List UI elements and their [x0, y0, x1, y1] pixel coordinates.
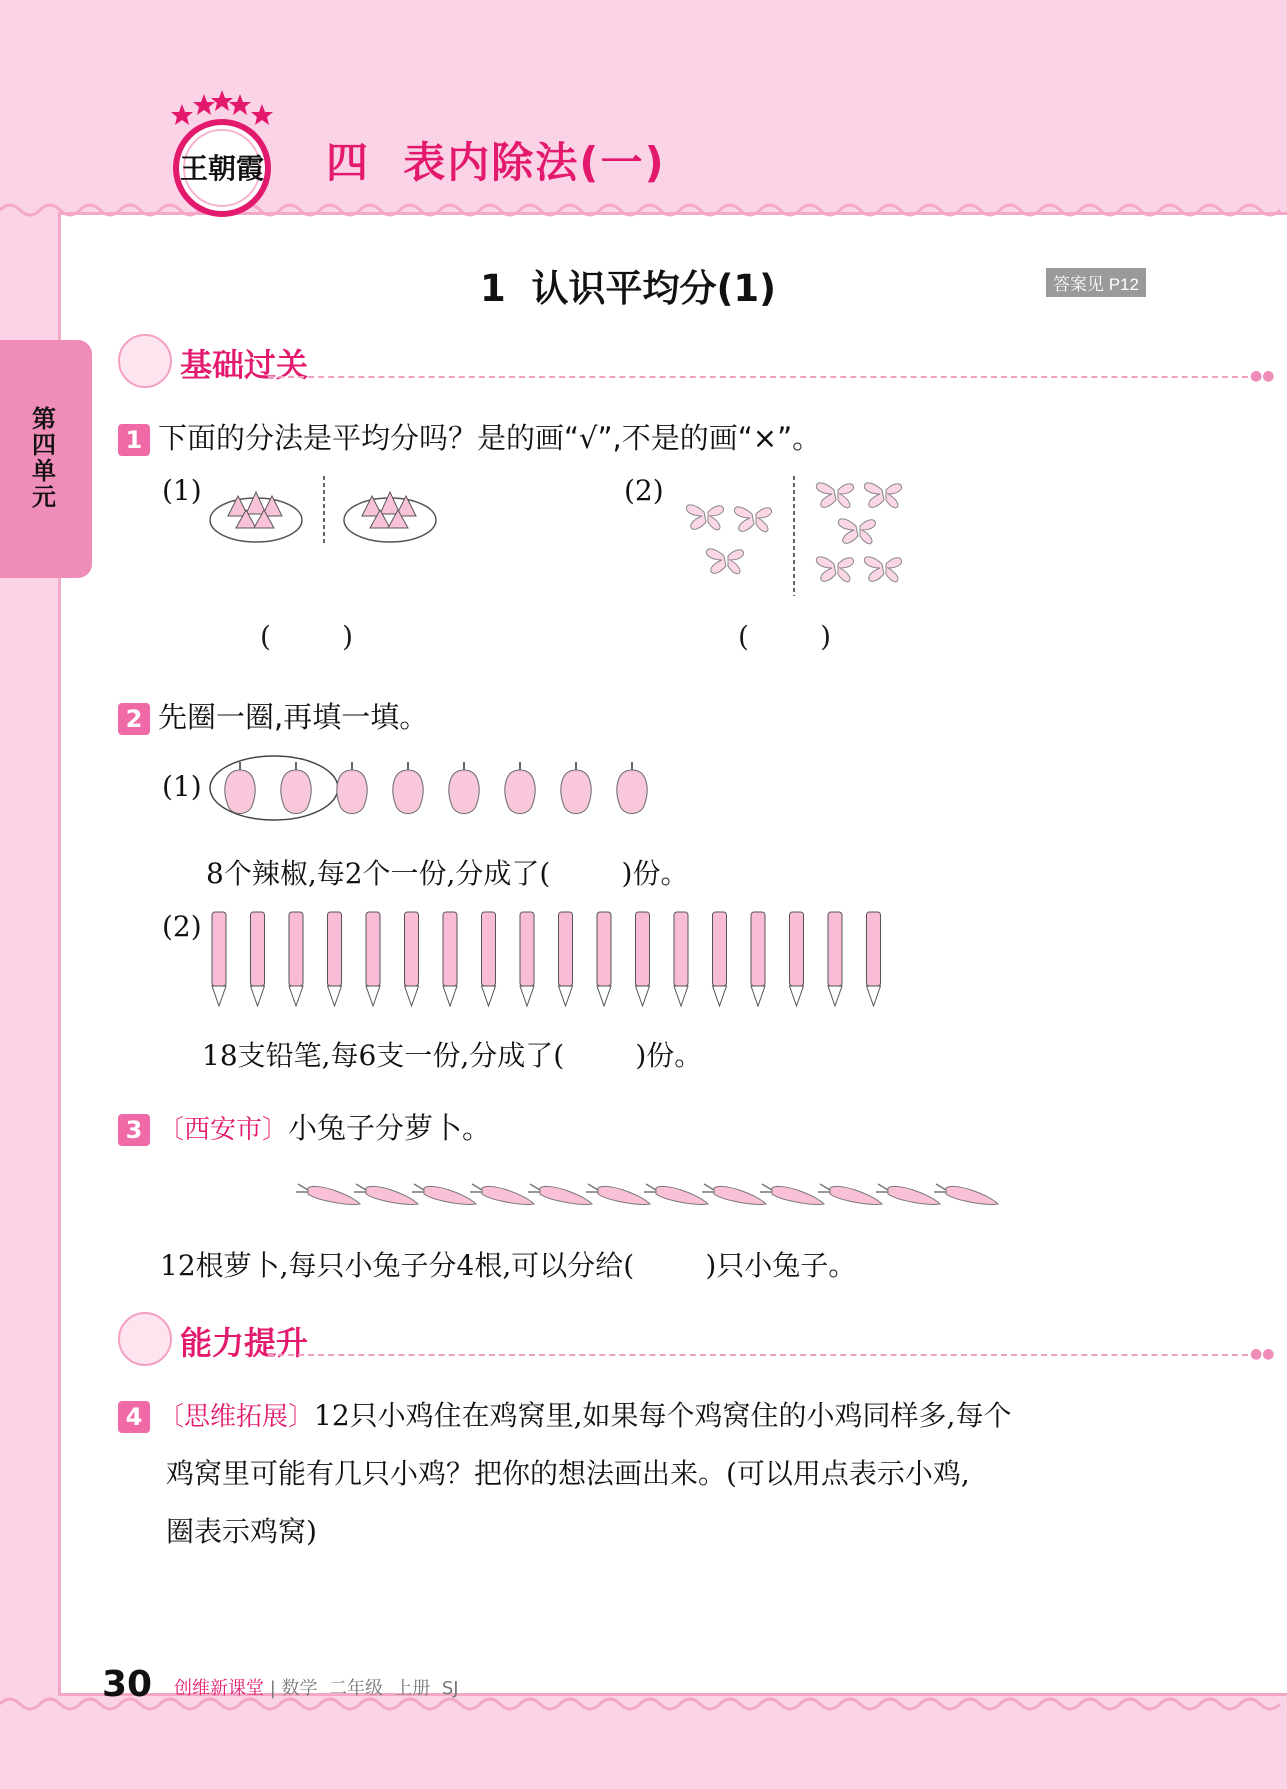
carrot-icon [818, 1184, 882, 1204]
question-1 [118, 416, 821, 457]
pencil-icon [482, 912, 496, 1006]
carrot-icon [644, 1184, 708, 1204]
pepper-icon [337, 762, 367, 814]
pencil-icon [828, 912, 842, 1006]
plate-left [210, 492, 302, 542]
footer-details: 数学 二年级 上册 SJ [281, 1678, 459, 1699]
plate-right [344, 492, 436, 542]
pencil-icon [751, 912, 765, 1006]
question-number: 3 [118, 1114, 150, 1146]
question-3-body[interactable]: 12根萝卜,每只小兔子分4根,可以分给( )只小兔子。 [160, 1249, 857, 1282]
pencil-icon [251, 912, 265, 1006]
carrot-icon [354, 1184, 418, 1204]
q2-sub1-label: (1) [162, 770, 202, 803]
section-divider [268, 1354, 1258, 1356]
pepper-icon [449, 762, 479, 814]
question-3-source: 〔西安市〕 [158, 1115, 289, 1145]
carrot-icon [586, 1184, 650, 1204]
pencils-image [210, 910, 910, 1010]
unit-side-tab-label: 第四单元 [32, 405, 56, 511]
pepper-icon [281, 762, 311, 814]
question-2 [118, 695, 428, 736]
pencil-icon [867, 912, 881, 1006]
lesson-title: 1 认识平均分(1) [480, 267, 777, 310]
watermelon-plates-image [208, 470, 448, 546]
section-basic [118, 334, 1275, 388]
brand-logo [160, 88, 284, 218]
page-number: 30 [102, 1664, 153, 1705]
question-4-line3: 圈表示鸡窝) [166, 1515, 317, 1548]
question-number: 4 [118, 1401, 150, 1433]
section-badge-icon [118, 334, 172, 388]
question-2-text: 先圈一圈,再填一填。 [158, 700, 429, 734]
pencil-icon [366, 912, 380, 1006]
pencil-icon [790, 912, 804, 1006]
section-badge-icon [118, 1312, 172, 1366]
question-number: 2 [118, 703, 150, 735]
pencil-icon [597, 912, 611, 1006]
carrot-icon [412, 1184, 476, 1204]
question-number: 1 [118, 424, 150, 456]
pencil-icon [443, 912, 457, 1006]
carrot-icon [876, 1184, 940, 1204]
q1-answer-1[interactable]: ( ) [260, 620, 354, 653]
carrot-icon [934, 1184, 998, 1204]
q1-answer-2[interactable]: ( ) [738, 620, 832, 653]
question-4 [118, 1394, 1011, 1434]
carrot-icon [470, 1184, 534, 1204]
question-3 [118, 1106, 491, 1147]
pencil-icon [405, 912, 419, 1006]
q1-sub2-label: (2) [624, 474, 664, 507]
pencil-icon [289, 912, 303, 1006]
pepper-icon [393, 762, 423, 814]
dots-icon: ●● [1250, 368, 1275, 384]
pencil-icon [636, 912, 650, 1006]
carrot-icon [296, 1184, 360, 1204]
pencil-icon [559, 912, 573, 1006]
carrot-icon [760, 1184, 824, 1204]
butterflies-image [676, 470, 916, 600]
pencil-icon [674, 912, 688, 1006]
carrot-icon [702, 1184, 766, 1204]
section-advanced-title: 能力提升 [180, 1324, 309, 1362]
question-3-text: 小兔子分萝卜。 [288, 1111, 492, 1145]
q2-sub2-text[interactable]: 18支铅笔,每6支一份,分成了( )份。 [202, 1039, 703, 1072]
carrot-icon [528, 1184, 592, 1204]
pepper-icon [505, 762, 535, 814]
pepper-icon [561, 762, 591, 814]
pencil-icon [212, 912, 226, 1006]
pencil-icon [713, 912, 727, 1006]
footer-brand: 创维新课堂 [174, 1678, 264, 1699]
question-4-line1: 12只小鸡住在鸡窝里,如果每个鸡窝住的小鸡同样多,每个 [314, 1399, 1012, 1432]
pepper-icon [225, 762, 255, 814]
section-advanced [118, 1312, 1275, 1366]
peppers-image [208, 752, 668, 822]
unit-side-tab [0, 340, 92, 578]
footer-book-info: 创维新课堂 | 数学 二年级 上册 SJ [174, 1678, 459, 1699]
carrots-image [296, 1176, 1020, 1210]
logo-text: 王朝霞 [179, 152, 265, 185]
dots-icon: ●● [1250, 1346, 1275, 1362]
section-divider [268, 376, 1258, 378]
answer-reference-tag: 答案见 P12 [1046, 268, 1146, 297]
q2-sub1-text[interactable]: 8个辣椒,每2个一份,分成了( )份。 [206, 857, 689, 890]
question-4-source: 〔思维拓展〕 [158, 1402, 315, 1432]
pencil-icon [328, 912, 342, 1006]
pencil-icon [520, 912, 534, 1006]
section-basic-title: 基础过关 [180, 346, 309, 384]
question-1-text: 下面的分法是平均分吗？是的画“√”,不是的画“×”。 [158, 421, 822, 455]
chapter-title: 四 表内除法(一) [326, 138, 666, 187]
question-4-line2: 鸡窝里可能有几只小鸡？把你的想法画出来。(可以用点表示小鸡, [166, 1457, 970, 1490]
q2-sub2-label: (2) [162, 910, 202, 943]
pepper-icon [617, 762, 647, 814]
q1-sub1-label: (1) [162, 474, 202, 507]
